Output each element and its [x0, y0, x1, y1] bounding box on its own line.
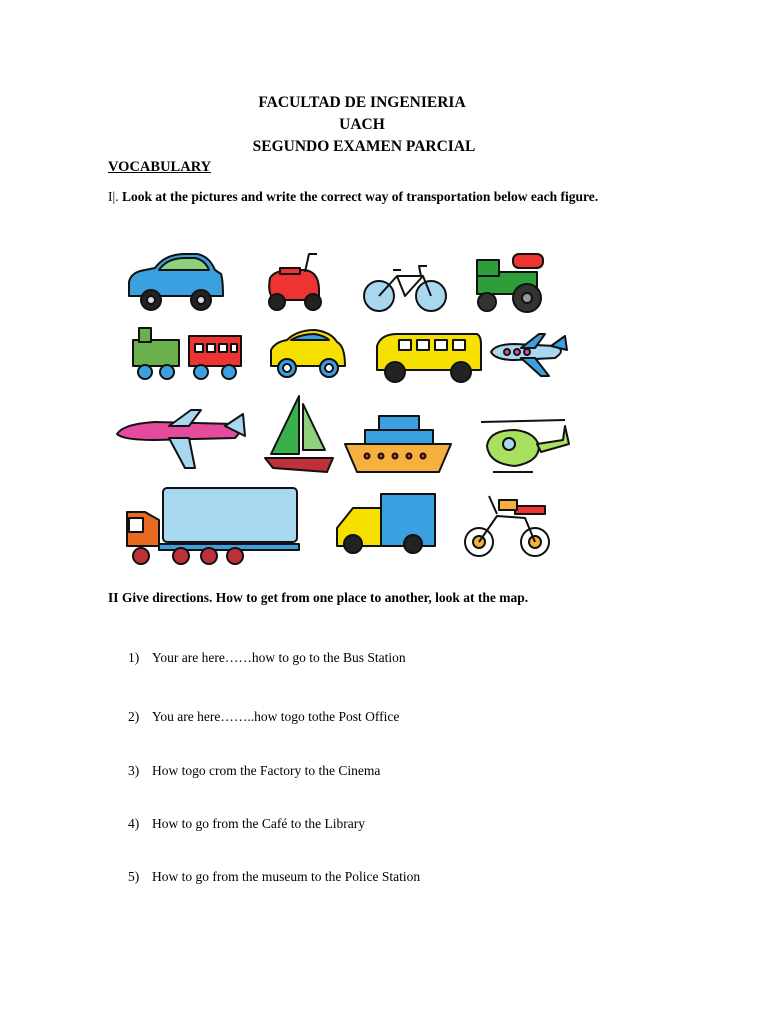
- bicycle-icon: [364, 266, 446, 311]
- question-text: Your are here……how to go to the Bus Station: [152, 650, 406, 665]
- motorcycle-icon: [465, 496, 549, 556]
- sailboat-icon: [265, 396, 333, 472]
- question-text: How to go from the museum to the Police Station: [152, 869, 421, 884]
- small-plane-icon: [491, 334, 567, 376]
- header-line-exam: SEGUNDO EXAMEN PARCIAL: [252, 138, 476, 155]
- question-item: [128, 816, 365, 832]
- scooter-icon: [269, 254, 321, 310]
- question-text: How togo crom the Factory to the Cinema: [152, 763, 381, 778]
- question-item: [128, 869, 420, 885]
- tractor-icon: [477, 254, 543, 312]
- ship-icon: [345, 416, 451, 472]
- instruction-1: [108, 189, 598, 205]
- helicopter-icon: [481, 420, 569, 472]
- question-item: [128, 650, 406, 666]
- van-icon: [337, 494, 435, 553]
- airplane-icon: [117, 410, 245, 468]
- question-number: 3): [128, 763, 140, 778]
- question-text: You are here……..how togo tothe Post Office: [152, 709, 400, 724]
- header-line-uach: UACH: [339, 116, 385, 133]
- header-line-faculty: FACULTAD DE INGENIERIA: [258, 94, 466, 111]
- small-car-icon: [271, 330, 345, 377]
- car-icon: [129, 254, 223, 310]
- question-number: 5): [128, 869, 140, 884]
- bus-icon: [377, 334, 481, 382]
- instruction-1-text: Look at the pictures and write the correct way of transportation below each figure.: [118, 189, 599, 204]
- question-number: 1): [128, 650, 140, 665]
- question-item: [128, 709, 399, 725]
- train-icon: [133, 328, 241, 379]
- question-number: 4): [128, 816, 140, 831]
- truck-icon: [127, 488, 299, 564]
- question-number: 2): [128, 709, 140, 724]
- vocabulary-heading: VOCABULARY: [108, 159, 212, 175]
- directions-instruction: II Give directions. How to get from one place to another, look at the map.: [108, 590, 529, 605]
- question-item: [128, 763, 380, 779]
- section-numeral: I|.: [108, 189, 119, 204]
- transport-pictures: [105, 240, 595, 585]
- question-text: How to go from the Café to the Library: [152, 816, 365, 831]
